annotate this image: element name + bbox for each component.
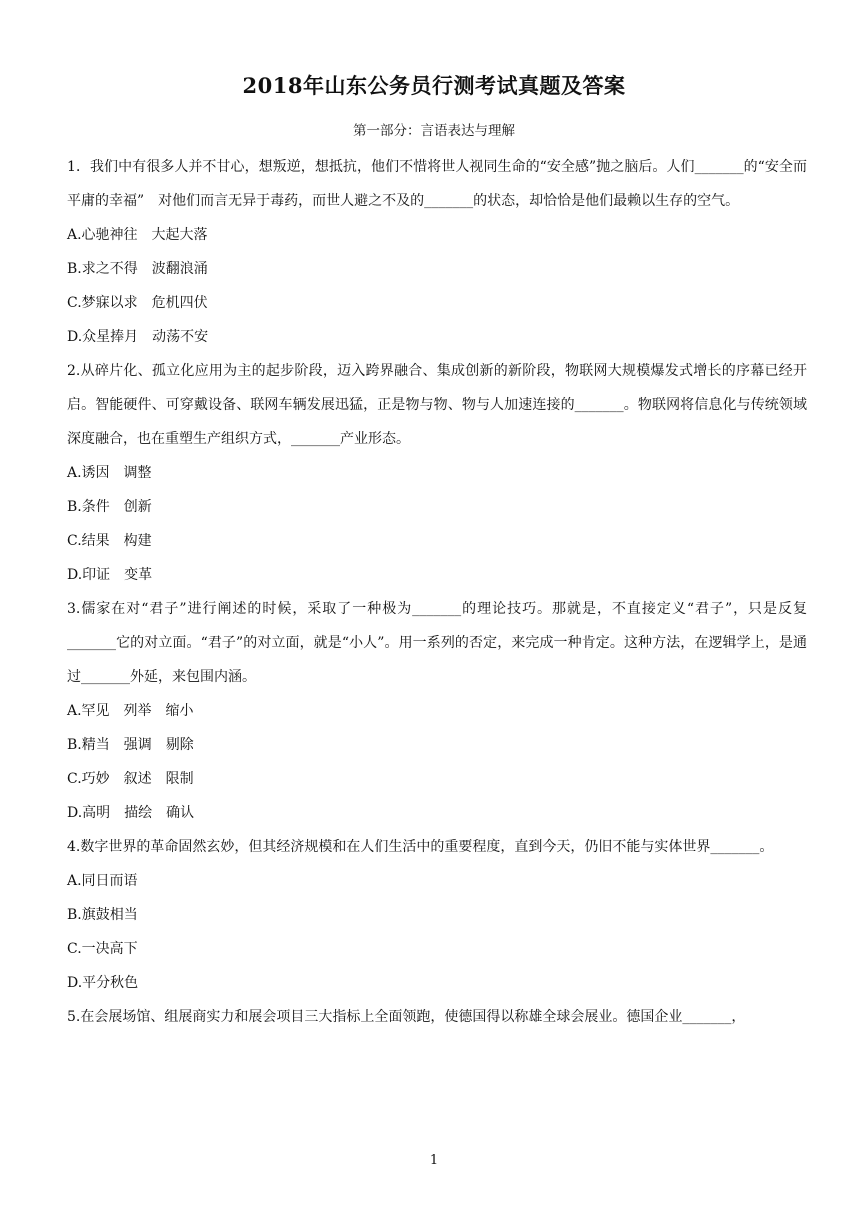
question-stem: 4.数字世界的革命固然玄妙，但其经济规模和在人们生活中的重要程度，直到今天，仍旧不能与实体世界_______。 bbox=[67, 839, 774, 855]
option-d: D.平分秋色 bbox=[67, 975, 139, 991]
option-c: C.结果 构建 bbox=[67, 533, 152, 549]
question-3 bbox=[67, 592, 807, 830]
question-stem: 5.在会展场馆、组展商实力和展会项目三大指标上全面领跑，使德国得以称雄全球会展业。德国企业_______， bbox=[67, 1009, 746, 1025]
question-stem: 3.儒家在对“君子”进行阐述的时候，采取了一种极为_______的理论技巧。那就是，不直接定义“君子”，只是反复_______它的对立面。“君子”的对立面，就是“小人”。用一系列的否定，来完成一种肯定。这种方法，在逻辑学上，是通过_______外延，来包围内涵。 bbox=[67, 601, 807, 685]
document-title: 2018年山东公务员行测考试真题及答案 bbox=[242, 73, 626, 98]
page-number: 1 bbox=[429, 1153, 439, 1168]
option-a: A.罕见 列举 缩小 bbox=[67, 703, 194, 719]
option-b: B.求之不得 波翻浪涌 bbox=[67, 261, 208, 277]
option-b: B.条件 创新 bbox=[67, 499, 152, 515]
question-4 bbox=[67, 830, 807, 1000]
option-d: D.高明 描绘 确认 bbox=[67, 805, 195, 821]
question-stem: 1．我们中有很多人并不甘心，想叛逆，想抵抗，他们不惜将世人视同生命的“安全感”抛之脑后。人们_______的“安全而平庸的幸福” 对他们而言无异于毒药，而世人避之不及的_______的状态，却恰恰是他们最赖以生存的空气。 bbox=[67, 159, 807, 209]
option-a: A.诱因 调整 bbox=[67, 465, 152, 481]
option-a: A.同日而语 bbox=[67, 873, 138, 889]
option-d: D.众星捧月 动荡不安 bbox=[67, 329, 209, 345]
section-heading: 第一部分：言语表达与理解 bbox=[353, 123, 515, 139]
question-5 bbox=[67, 1000, 807, 1034]
option-d: D.印证 变革 bbox=[67, 567, 153, 583]
option-c: C.梦寐以求 危机四伏 bbox=[67, 295, 208, 311]
option-a: A.心驰神往 大起大落 bbox=[67, 227, 208, 243]
question-2 bbox=[67, 354, 807, 592]
question-list bbox=[67, 150, 807, 1034]
option-c: C.一决高下 bbox=[67, 941, 138, 957]
question-stem: 2.从碎片化、孤立化应用为主的起步阶段，迈入跨界融合、集成创新的新阶段，物联网大规模爆发式增长的序幕已经开启。智能硬件、可穿戴设备、联网车辆发展迅猛，正是物与物、物与人加速连接的_______。物联网将信息化与传统领域深度融合，也在重塑生产组织方式，_______产业形态。 bbox=[67, 363, 807, 447]
option-b: B.旗鼓相当 bbox=[67, 907, 138, 923]
option-b: B.精当 强调 剔除 bbox=[67, 737, 194, 753]
question-1 bbox=[67, 150, 807, 354]
option-c: C.巧妙 叙述 限制 bbox=[67, 771, 194, 787]
